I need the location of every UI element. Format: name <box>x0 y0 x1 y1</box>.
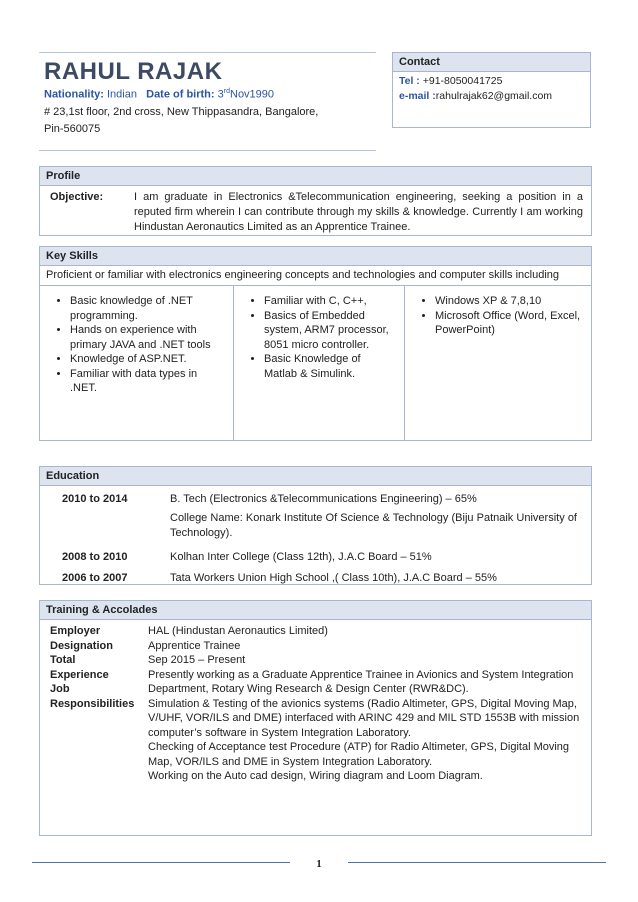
page-number: 1 <box>316 858 322 870</box>
education-text <box>170 492 591 541</box>
label-designation: Designation <box>50 639 113 652</box>
education-year: 2008 to 2010 <box>62 551 128 563</box>
address-line-1: # 23,1st floor, 2nd cross, New Thippasandra, Bangalore, <box>44 106 319 118</box>
skill-item: • Hands on experience with primary JAVA and .NET tools <box>70 323 225 352</box>
candidate-name: RAHUL RAJAK <box>44 58 223 85</box>
education-row <box>40 571 591 586</box>
skills-column-3 <box>404 285 591 440</box>
label-job: Job <box>50 683 70 695</box>
dob-suffix: rd <box>223 88 230 95</box>
skill-item: • Basic knowledge of .NET programming. <box>70 294 225 323</box>
skills-column-1 <box>40 285 233 440</box>
address-line-2: Pin-560075 <box>44 123 101 135</box>
education-row <box>40 550 591 565</box>
objective-row <box>40 186 591 235</box>
skill-item: • Knowledge of ASP.NET. <box>70 352 225 367</box>
skills-intro: Proficient or familiar with electronics engineering concepts and technologies and computer skills including <box>46 269 559 281</box>
education-degree: B. Tech (Electronics &Telecommunications Engineering) – 65% <box>170 493 477 505</box>
dob-rest: Nov1990 <box>230 88 275 101</box>
address <box>44 104 318 138</box>
contact-box <box>392 52 591 128</box>
responsibility-3: Working on the Auto cad design, Wiring diagram and Loom Diagram. <box>148 770 483 782</box>
contact-tel <box>393 75 590 87</box>
education-section <box>39 466 592 585</box>
training-section <box>39 600 592 836</box>
education-text: Kolhan Inter College (Class 12th), J.A.C Board – 51% <box>170 551 432 563</box>
label-total: Total <box>50 654 76 666</box>
label-experience: Experience <box>50 668 109 681</box>
profile-section <box>39 166 592 236</box>
training-title: Training & Accolades <box>40 601 591 620</box>
skill-item: • Basics of Embedded system, ARM7 processor, 8051 micro controller. <box>264 309 396 353</box>
personal-info <box>44 88 274 101</box>
responsibility-2: Checking of Acceptance test Procedure (ATP) for Radio Altimeter, GPS, Digital Moving Map, VOR/ILS and DME in System Integration Laboratory. <box>148 741 570 768</box>
objective-label: Objective: <box>50 191 104 203</box>
tel-value[interactable]: +91-8050041725 <box>422 75 503 87</box>
email-value[interactable]: rahulrajak62@gmail.com <box>435 90 553 102</box>
nationality-value: Indian <box>106 88 137 101</box>
skill-item: • Familiar with data types in .NET. <box>70 367 225 396</box>
header-top-rule <box>39 52 376 53</box>
contact-email <box>393 90 590 102</box>
responsibility-1: Simulation & Testing of the avionics systems (Radio Altimeter, GPS, Digital Moving Map, V/UHF, VOR/ILS and DME) interfaced with ARINC 429 and MIL STD 1553B with mission computer’s software in System Integration Laboratory. <box>148 697 580 739</box>
email-label: e-mail : <box>399 90 436 102</box>
skill-item: • Microsoft Office (Word, Excel, PowerPoint) <box>435 309 583 338</box>
current-role: Presently working as a Graduate Apprentice Trainee in Avionics and System Integration Department, Rotary Wing Research & Design Center (RWR&DC). <box>148 668 574 695</box>
skill-item: • Windows XP & 7,8,10 <box>435 294 583 309</box>
training-values <box>148 624 583 784</box>
education-year: 2010 to 2014 <box>62 493 128 505</box>
education-college: College Name: Konark Institute Of Science & Technology (Biju Patnaik University of Technology). <box>170 512 577 539</box>
skill-item: • Familiar with C, C++, <box>264 294 396 309</box>
designation-value: Apprentice Trainee <box>148 639 241 652</box>
contact-title: Contact <box>393 53 590 72</box>
header-bottom-rule <box>39 150 376 151</box>
dob-day: 3 <box>217 88 224 101</box>
education-row <box>40 492 591 541</box>
period-value: Sep 2015 – Present <box>148 654 246 666</box>
training-body <box>40 620 591 784</box>
dob-label: Date of birth: <box>146 88 215 101</box>
label-employer: Employer <box>50 625 101 637</box>
skill-item: • Basic Knowledge of Matlab & Simulink. <box>264 352 396 381</box>
employer-value: HAL (Hindustan Aeronautics Limited) <box>148 625 328 637</box>
skills-section <box>39 246 592 441</box>
objective-text: I am graduate in Electronics &Telecommunication engineering, seeking a position in a reputed firm wherein I can contribute through my skills & knowledge. Currently I am working Hindustan Aeronautics Limited as an Apprentice Trainee. <box>134 191 583 233</box>
profile-title: Profile <box>40 167 591 186</box>
skills-column-2 <box>233 285 404 440</box>
skills-title: Key Skills <box>40 247 591 266</box>
education-text: Tata Workers Union High School ,( Class 10th), J.A.C Board – 55% <box>170 572 497 584</box>
tel-label: Tel : <box>399 75 420 87</box>
education-year: 2006 to 2007 <box>62 572 128 584</box>
label-responsibilities: Responsibilities <box>50 697 135 710</box>
education-title: Education <box>40 467 591 486</box>
nationality-label: Nationality: <box>44 88 104 101</box>
skills-columns <box>40 285 591 440</box>
training-labels <box>50 624 148 784</box>
